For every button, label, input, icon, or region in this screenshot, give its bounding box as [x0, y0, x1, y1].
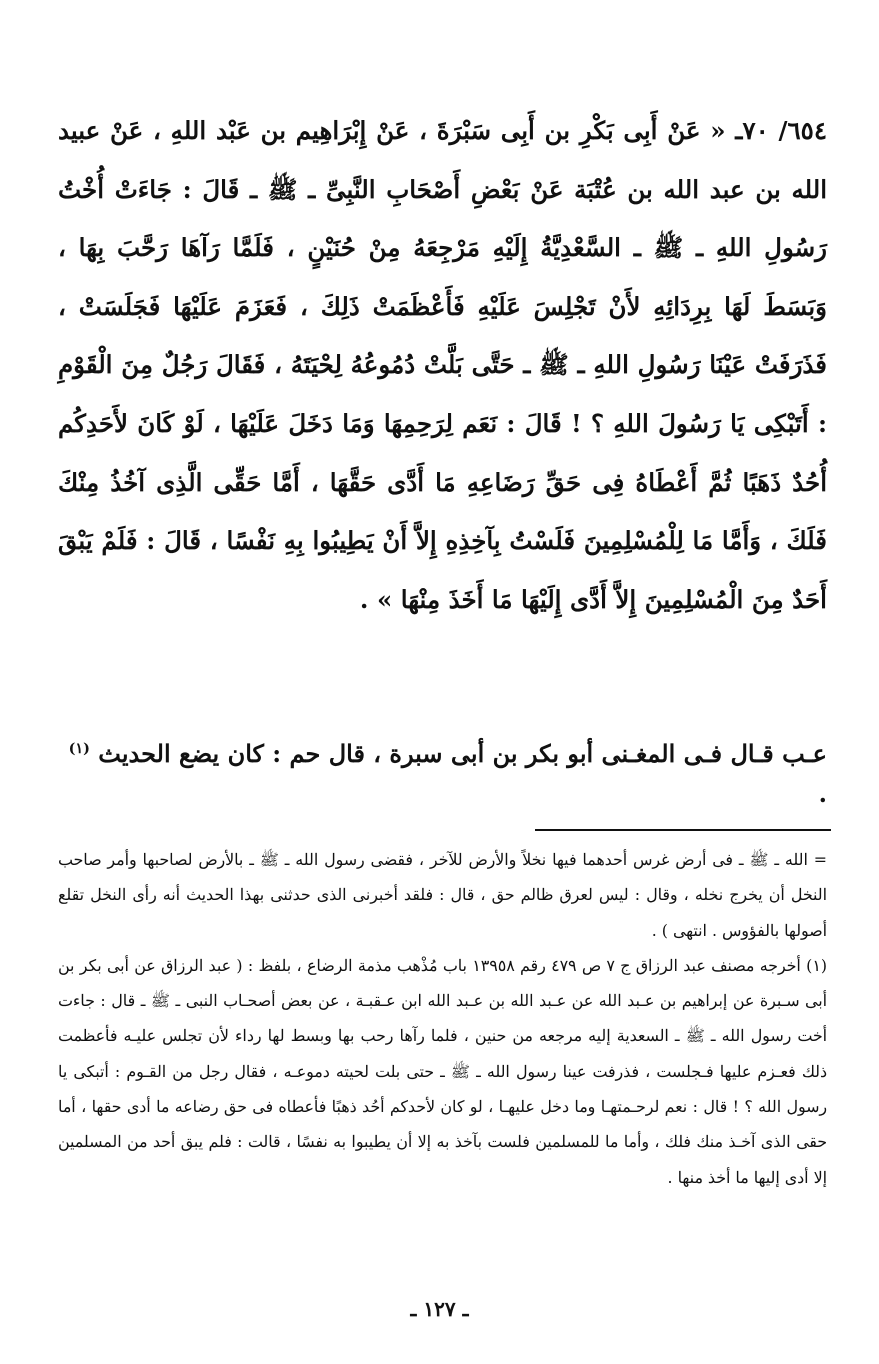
footnote-1: (١) أخرجه مصنف عبد الرزاق ج ٧ ص ٤٧٩ رقم ١٣٩٥٨ باب مُذْهب مذمة الرضاع ، بلفظ : ( عبد الرزاق عن أبى بكر بن أبى سـبرة عن إبراهيم بن عـبد الله عن عـبد الله بن عـبد الله ابن عـقبـة ، عن بعض أصحـاب النبى ـ ﷺ ـ قال : جاءت أخت رسول الله ـ ﷺ ـ السعدية إليه مرجعه من حنين ، فلما رآها رحب بها وبسط لها رداء لأن تجلس عليـه فأعظمت ذلك فعـزم عليها فـجلست ، فذرفت عينا رسول الله ـ ﷺ ـ حتى بلت لحيته دموعـه ، فقال رجل من القـوم : أتبكى يا رسول الله ؟ ! قال : نعم لرحـمتهـا وما دخل عليهـا ، لو كان لأحدكم أحُد ذهبًا فأعطاه فى حق رضاعه ما أدى حقها ، أما حقى الذى آخـذ منك فلك ، وأما ما للمسلمين فلست بآخذ به إلا أن يطيبوا به نفسًا ، قالت : فلم يبق أحد من المسلمين إلا أدى إليها ما أخذ منها . [58, 955, 827, 1187]
hadith-text: ٦٥٤/ ٧٠ـ « عَنْ أَبِى بَكْرِ بن أَبِى سَبْرَةَ ، عَنْ إِبْرَاهِيم بن عَبْد اللهِ ، عَنْ عبيد الله بن عبد الله بن عُتْبَة عَنْ بَعْضِ أَصْحَابِ النَّبِىِّ ـ ﷺ ـ قَالَ : جَاءَتْ أُخْتُ رَسُولِ اللهِ ـ ﷺ ـ السَّعْدِيَّةُ إِلَيْهِ مَرْجِعَهُ مِنْ حُنَيْنٍ ، فَلَمَّا رَآهَا رَحَّبَ بِهَا ، وَبَسَطَ لَهَا بِرِدَائِهِ لأَنْ تَجْلِسَ عَلَيْهِ فَأَعْظَمَتْ ذَلِكَ ، فَعَزَمَ عَلَيْهَا فَجَلَسَتْ ، فَذَرَفَتْ عَيْنَا رَسُولِ اللهِ ـ ﷺ ـ حَتَّى بَلَّتْ دُمُوعُهُ لِحْيَتَهُ ، فَقَالَ رَجُلٌ مِنَ الْقَوْمِ : أَتَبْكِى يَا رَسُولَ اللهِ ؟ ! قَالَ : نَعَم لِرَحِمِهَا وَمَا دَخَلَ عَلَيْهَا ، لَوْ كَانَ لأَحَدِكُم أُحُدٌ ذَهَبًا ثُمَّ أَعْطَاهُ فِى حَقِّ رَضَاعِهِ مَا أَدَّى حَقَّهَا ، أَمَّا حَقِّى الَّذِى آخُذُ مِنْكَ فَلَكَ ، وَأَمَّا مَا لِلْمُسْلِمِينَ فَلَسْتُ بِآخِذِهِ إِلاَّ أَنْ يَطِيبُوا بِهِ نَفْسًا ، قَالَ : فَلَمْ يَبْقَ أَحَدٌ مِنَ الْمُسْلِمِينَ إِلاَّ أَدَّى إِلَيْهَا مَا أَخَذَ مِنْهَا » . [58, 116, 827, 614]
footnote-continuation: = الله ـ ﷺ ـ فى أرض غرس أحدهما فيها نخلاً والأرض للآخر ، فقضى رسول الله ـ ﷺ ـ بالأرض لصاحبها وأمر صاحب النخل أن يخرج نخله ، وقال : ليس لعرق ظالم حق ، قال : فلقد أخبرنى الذى حدثنى بهذا الحديث أنه رأى النخل تقلع أصولها بالفؤوس . انتهى ) . [58, 850, 827, 940]
narrator-note [58, 734, 827, 814]
footnote-ref: (١) [68, 740, 90, 757]
narrator-note-text: عـب قـال فـى المغـنى أبو بكر بن أبى سبرة ، قال حم : كان يضع الحديث [98, 739, 827, 768]
footnotes [58, 842, 827, 1195]
hadith-block [58, 102, 827, 629]
narrator-note-end: . [818, 779, 827, 808]
page-number: ـ ١٢٧ ـ [410, 1297, 469, 1321]
footnote-divider [535, 829, 831, 831]
